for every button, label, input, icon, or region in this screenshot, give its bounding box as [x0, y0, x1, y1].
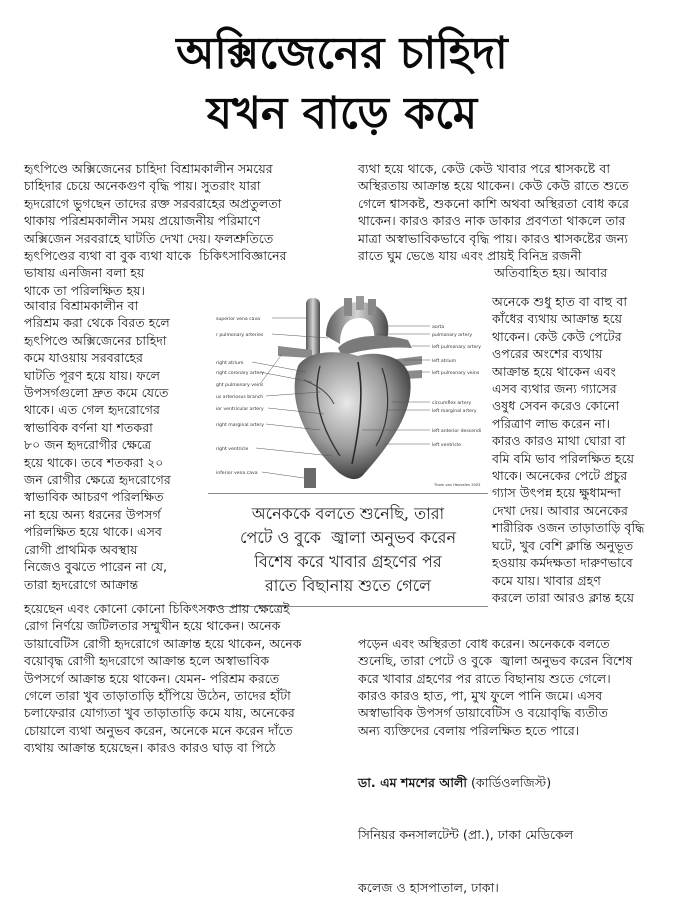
- pull-quote-text: অনেককে বলতে শুনেছি, তারা পেটে ও বুকে জ্বালা অনুভব করেন বিশেষ করে খাবার গ্রহণের পর রাতে বিছানায় শুতে গেলে: [239, 504, 456, 595]
- label-left-anterior-descending: left anterior descendi: [432, 429, 482, 434]
- figure-labels-left: [216, 316, 264, 476]
- label-right-atrium: right atrium: [216, 361, 244, 366]
- article-text-left-wrap: আবার বিশ্রামকালীন বা পরিশ্রম করা থেকে বিরত হলে হৃৎপিণ্ডে অক্সিজেনের চাহিদা কমে যাওয়ায় সরবরাহের ঘাটতি পূরণ হয়ে যায়। ফলে উপসর্গগুলো দ্রুত কমে যেতে থাকে। এত গেল হৃদরোগের স্বাভাবিক বর্ণনা যা শতকরা ৮০ জন হৃদরোগীর ক্ষেত্রে হয়ে থাকে। তবে শতকরা ২০ জন রোগীর ক্ষেত্রে হৃদরোগের স্বাভাবিক আচরণ পরিলক্ষিত না হয়ে অন্য ধরনের উপসর্গ পরিলক্ষিত হয়ে থাকে। এসব রোগী প্রাথমিক অবস্থায় নিজেও বুঝতে পারেন না যে, তারা হৃদরোগে আক্রান্ত: [24, 298, 171, 592]
- label-left-pulmonary-artery: left pulmonary artery: [432, 345, 482, 350]
- article-text-bottom-left: হয়েছেন এবং কোনো কোনো চিকিৎসকও প্রায় ক্ষেত্রেই রোগ নির্ণয়ে জটিলতার সম্মুখীন হয়ে থাকেন। অনেক ডায়াবেটিস রোগী হৃদরোগে আক্রান্ত হয়ে থাকেন, অনেক বয়োবৃদ্ধ রোগী হৃদরোগে আক্রান্ত হলে অস্বাভাবিক উপসর্গে আক্রান্ত হয়ে থাকেন। যেমন- পরিশ্রম করতে গেলে তারা খুব তাড়াতাড়ি হাঁপিয়ে উঠেন, তাদের হাঁটা চলাফেরার যোগ্যতা খুব তাড়াতাড়ি কমে যায়, অনেকের চোয়ালে ব্যথা অনুভব করেন, অনেকে মনে করেন দাঁতে ব্যথায় আক্রান্ত হয়েছেন। কারও কারও ঘাড় বা পিঠে: [24, 601, 302, 756]
- article-text-right-wrap: অনেকে শুধু হাত বা বাহু বা কাঁধের ব্যথায় আক্রান্ত হয়ে থাকেন। কেউ কেউ পেটের ওপরের অংশের ব্যথায় আক্রান্ত হয়ে থাকেন এবং এসব ব্যথার জন্য গ্যাসের ওষুধ সেবন করেও কোনো পরিত্রাণ লাভ করেন না। কারও কারও মাথা ঘোরা বা বমি বমি ভাব পরিলক্ষিত হয়ে থাকে। অনেকের পেটে প্রচুর গ্যাস উৎপন্ন হয়ে ক্ষুধামন্দা দেখা দেয়। আবার অনেকের শারীরিক ওজন তাড়াতাড়ি বৃদ্ধি ঘটে, খুব বেশি ক্লান্তি অনুভূত হওয়ায় কর্মদক্ষতা দারুণভাবে কমে যায়। খাবার গ্রহণ করলে তারা আরও ক্লান্ত হয়ে: [492, 294, 645, 605]
- label-left-atrium: left atrium: [432, 359, 457, 364]
- heart-illustration-svg: [208, 296, 488, 492]
- label-circumflex-artery: circumflex artery: [432, 401, 472, 406]
- label-us-arteriosus-branch: us arteriosus branch: [216, 395, 264, 400]
- label-right-marginal-artery: right marginal artery: [216, 423, 264, 428]
- author-affiliation-1: সিনিয়র কনসালটেন্ট (প্রা.), ঢাকা মেডিকেল: [358, 827, 574, 843]
- heart-anatomy-illustration: [208, 296, 488, 492]
- label-r-pulmonary-arteries: r pulmonary arteries: [216, 333, 264, 338]
- label-ior-ventricular-artery: ior ventricular artery: [216, 407, 264, 412]
- label-aorta: aorta: [432, 325, 445, 330]
- figure-labels-right: [432, 324, 481, 448]
- figure-credit: Thom van Heuvelen 2003: [434, 483, 481, 487]
- label-pulmonary-artery: pulmonary artery: [432, 333, 473, 338]
- label-ght-pulmonary-veins: ght pulmonary veins: [216, 383, 264, 388]
- article-text-bottom-right-block: [358, 600, 632, 913]
- label-right-ventricle: right ventricle: [216, 447, 249, 452]
- label-inferior-vena-cava: inferior vena cava: [216, 471, 258, 476]
- article-text-top-left: হৃৎপিণ্ডে অক্সিজেনের চাহিদা বিশ্রামকালীন সময়ের চাহিদার চেয়ে অনেকগুণ বৃদ্ধি পায়। সুতরাং যারা হৃদরোগে ভুগছেন তাদের রক্ত সরবরাহের অপ্রতুলতা থাকায় পরিশ্রমকালীন সময় প্রয়োজনীয় পরিমাণে অক্সিজেন সরবরাহে ঘাটতি দেখা দেয়। ফলশ্রুতিতে হৃৎপিণ্ডের ব্যথা বা বুক ব্যথা যাকে চিকিৎসাবিজ্ঞানের ভাষায় এনজিনা বলা হয় থাকে তা পরিলক্ষিত হয়।: [24, 161, 287, 298]
- pull-quote: [208, 493, 488, 607]
- author-title: (কার্ডিওলজিস্ট): [467, 775, 552, 791]
- headline-line-2: যখন বাড়ে কমে: [206, 88, 478, 139]
- article-text-top-right: ব্যথা হয়ে থাকে, কেউ কেউ খাবার পরে শ্বাসকষ্টে বা অস্থিরতায় আক্রান্ত হয়ে থাকেন। কেউ কেউ রাতে শুতে গেলে শ্বাসকষ্ট, শুকনো কাশি অথবা অস্থিরতা বোধ করে থাকেন। কারও কারও নাক ডাকার প্রবণতা থাকলে তার মাত্রা অস্বাভাবিকভাবে বৃদ্ধি পায়। কারও শ্বাসকষ্টের জন্য রাতে ঘুম ভেঙে যায় এবং প্রায়ই বিনিদ্র রজনী অতিবাহিত হয়। আবার: [358, 161, 629, 281]
- author-name: ডা. এম শমশের আলী: [358, 775, 467, 791]
- label-left-ventricle: left ventricle: [432, 443, 461, 448]
- label-right-coronary-artery: right coronary artery: [216, 371, 264, 376]
- author-affiliation-2: কলেজ ও হাসপাতাল, ঢাকা।: [358, 879, 499, 895]
- headline-line-1: অক্সিজেনের চাহিদা: [176, 28, 508, 79]
- author-line: [358, 774, 632, 791]
- label-superior-vena-cava: superior vena cava: [216, 317, 260, 322]
- label-left-marginal-artery: left marginal artery: [432, 409, 477, 414]
- label-left-pulmonary-veins: left pulmonary veins: [432, 371, 480, 376]
- article-text-bottom-right: পড়েন এবং অস্থিরতা বোধ করেন। অনেককে বলতে শুনেছি, তারা পেটে ও বুকে জ্বালা অনুভব করেন বিশেষ করে খাবার গ্রহণের পর রাতে বিছানায় শুতে গেলে। কারও কারও হাত, পা, মুখ ফুলে পানি জমে। এসব অস্বাভাবিক উপসর্গ ডায়াবেটিস ও বয়োবৃদ্ধি ব্যতীত অন্য ব্যক্তিদের বেলায় পরিলক্ষিত হতে পারে।: [358, 635, 633, 738]
